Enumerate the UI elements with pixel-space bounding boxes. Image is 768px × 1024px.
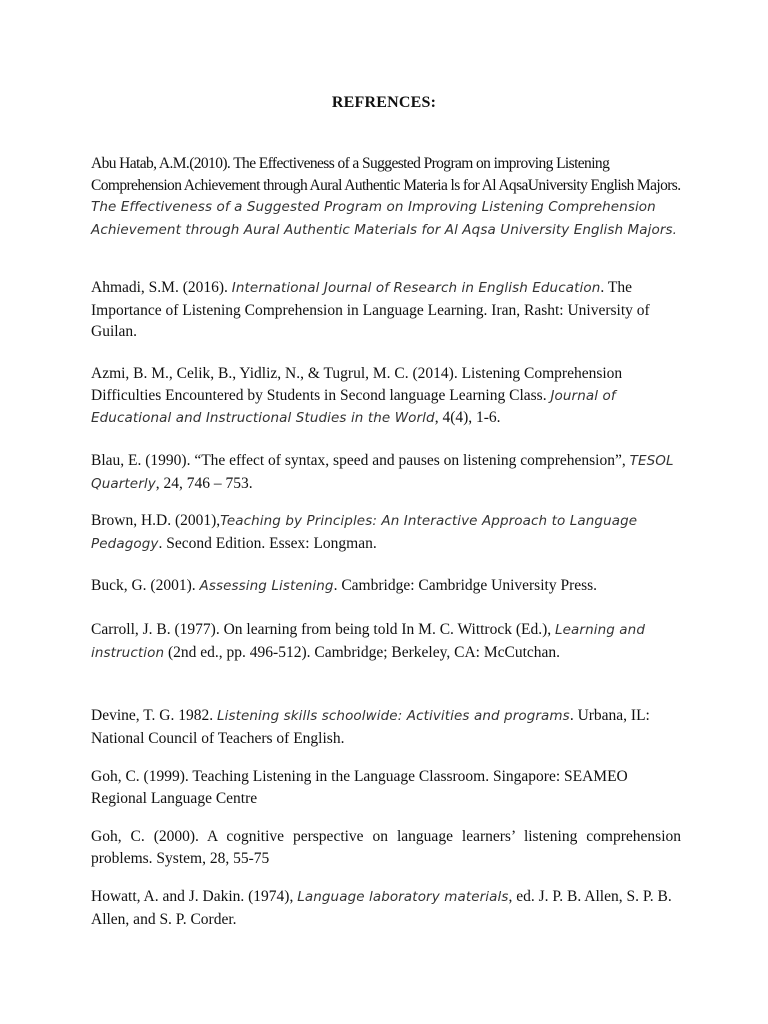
reference-italic: International Journal of Research in English Education — [231, 280, 601, 296]
reference-text: Ahmadi, S.M. (2016). — [91, 279, 232, 296]
reference-italic: Listening skills schoolwide: Activities and programs — [217, 708, 570, 724]
references-heading: REFRENCES: — [331, 94, 437, 111]
reference-text: Goh, C. (1999). Teaching Listening in the Language Classroom. Singapore: SEAMEO Regional Language Centre — [91, 768, 628, 807]
reference-entry — [91, 766, 681, 810]
reference-text: . The Importance of Listening Comprehension in Language Learning. Iran, Rasht: University of Guilan. — [91, 279, 650, 340]
reference-entry — [91, 705, 681, 749]
reference-entry — [91, 510, 681, 555]
reference-italic: Assessing Listening — [199, 578, 334, 594]
reference-text: Brown, H.D. (2001), — [91, 512, 221, 529]
reference-italic: Language laboratory materials — [297, 889, 509, 905]
reference-italic: Learning and instruction — [91, 622, 646, 661]
reference-text: . Cambridge: Cambridge University Press. — [333, 577, 598, 594]
reference-text: Azmi, B. M., Celik, B., Yidliz, N., & Tugrul, M. C. (2014). Listening Comprehension Difficulties Encountered by Students in Second language Learning Class. — [91, 365, 623, 404]
reference-text: , 24, 746 – 753. — [155, 474, 253, 492]
reference-text: Howatt, A. and J. Dakin. (1974), — [91, 888, 298, 905]
reference-entry — [91, 826, 681, 870]
reference-entry — [91, 575, 681, 598]
reference-text: , 4(4), 1-6. — [434, 409, 501, 426]
reference-entry — [91, 450, 681, 495]
reference-italic: Teaching by Principles: An Interactive Approach to Language Pedagogy — [91, 513, 638, 552]
reference-text: Devine, T. G. 1982. — [91, 707, 217, 724]
reference-text: , ed. J. P. B. Allen, S. P. B. Allen, and S. P. Corder. — [91, 888, 672, 928]
reference-text: Goh, C. (2000). A cognitive perspective on language learners’ listening comprehension problems. System, 28, 55-75 — [91, 828, 681, 867]
reference-text: Carroll, J. B. (1977). On learning from being told In M. C. Wittrock (Ed.), — [91, 621, 556, 638]
reference-italic: The Effectiveness of a Suggested Program on Improving Listening Comprehension Achievement through Aural Authentic Materials for Al Aqsa University English Majors — [91, 199, 673, 238]
reference-entry — [91, 886, 681, 930]
reference-italic: Journal of Educational and Instructional Studies in the World — [91, 387, 616, 426]
reference-text: Buck, G. (2001). — [91, 577, 200, 594]
reference-text: Blau, E. (1990). “The effect of syntax, speed and pauses on listening comprehension”, — [91, 452, 630, 469]
reference-text: Abu Hatab, A.M.(2010). The Effectiveness of a Suggested Program on improving Listening Comprehension Achievement through Aural Authentic Materia ls for Al AqsaUniversity English Majors. — [91, 155, 681, 194]
reference-entry — [91, 153, 681, 241]
reference-entry — [91, 277, 681, 343]
reference-text: . Urbana, IL: National Council of Teachers of English. — [91, 707, 650, 747]
reference-entry — [91, 619, 681, 664]
reference-entry — [91, 363, 681, 430]
reference-text: (2nd ed., pp. 496-512). Cambridge; Berkeley, CA: McCutchan. — [164, 643, 561, 661]
reference-text: . Second Edition. Essex: Longman. — [158, 534, 377, 552]
reference-text: . — [672, 221, 678, 238]
reference-italic: TESOL Quarterly — [91, 453, 674, 492]
